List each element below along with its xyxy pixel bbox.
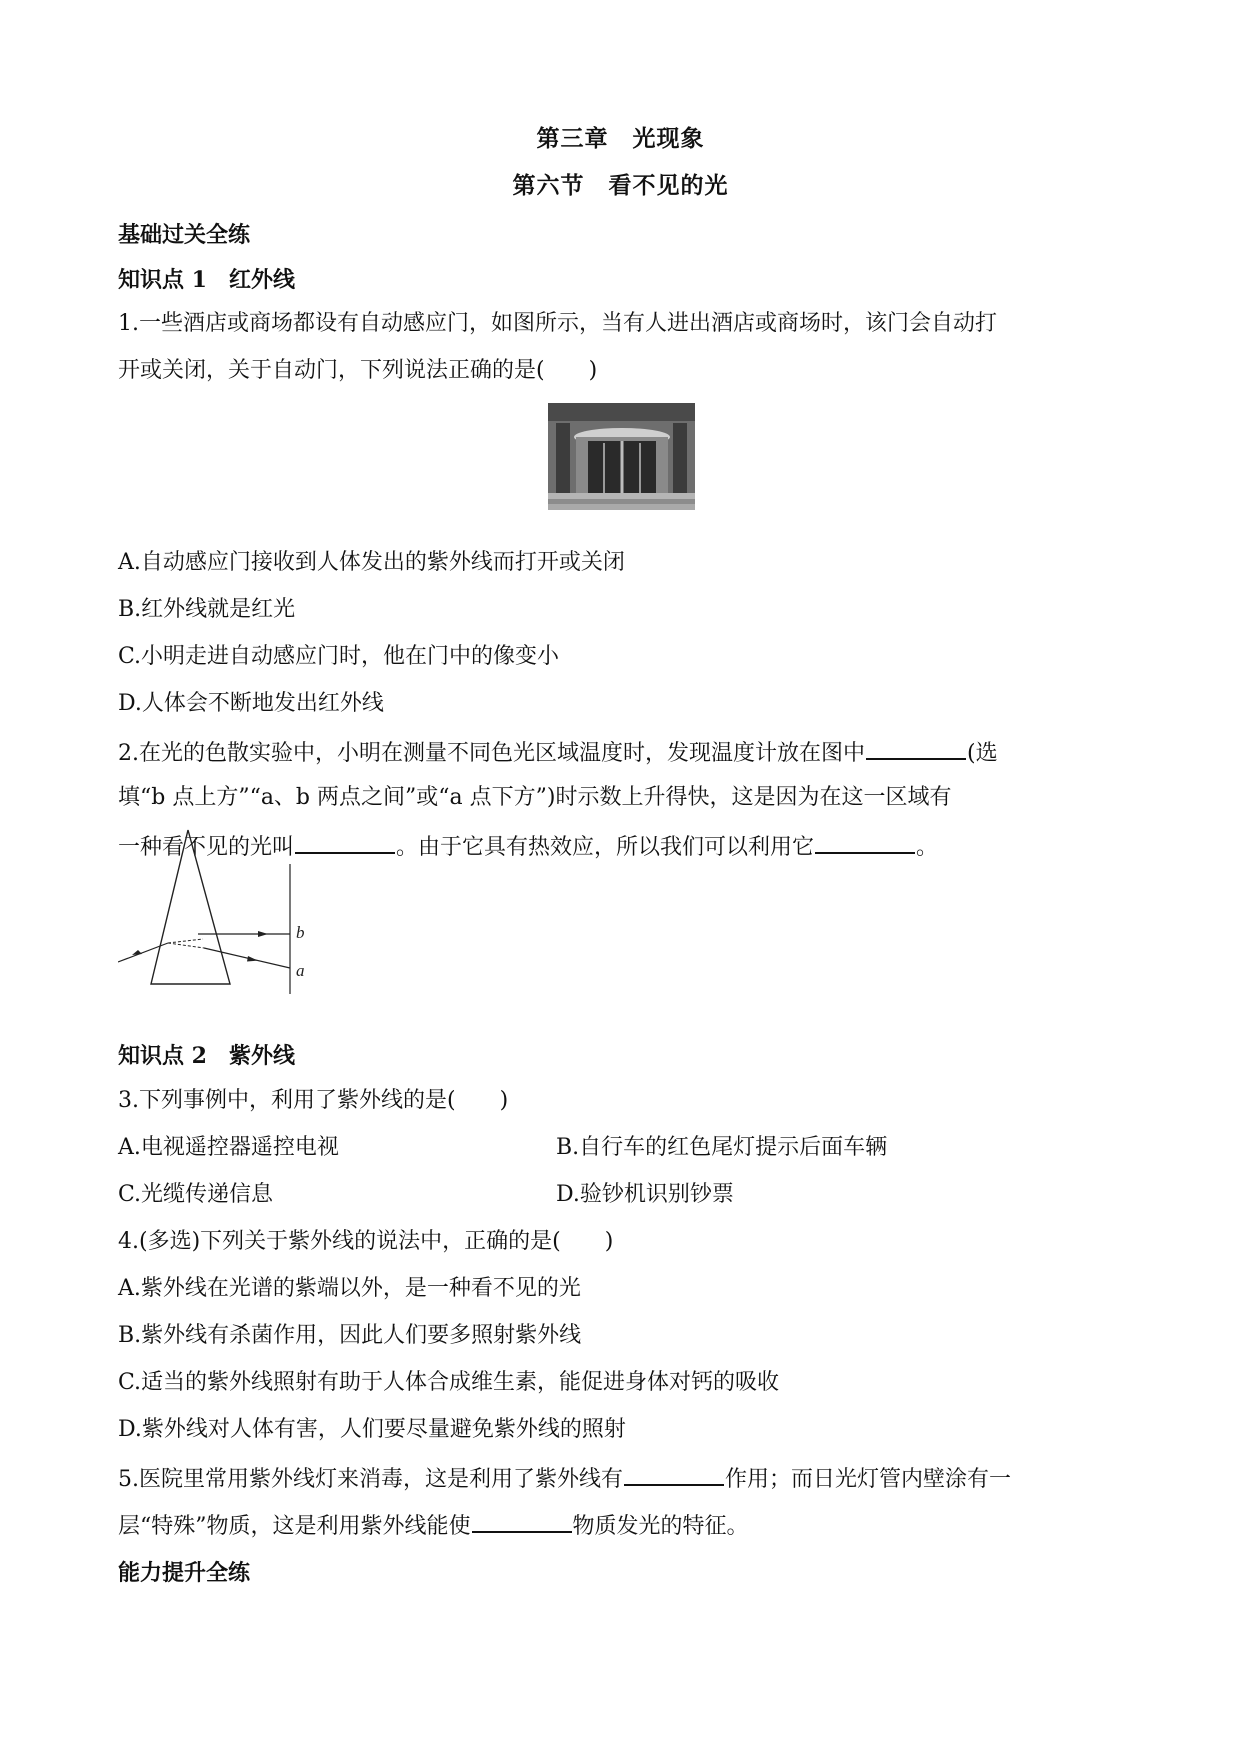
q2-line3-text: 一种看不见的光叫 (118, 835, 295, 860)
q5-line2-tail: 物质发光的特征。 (572, 1514, 749, 1539)
q4-option-a: A.紫外线在光谱的紫端以外，是一种看不见的光 (118, 1276, 581, 1301)
q1-option-d: D.人体会不断地发出红外线 (118, 691, 384, 716)
q2-stem-line2: 填“b 点上方”“a、b 两点之间”或“a 点下方”)时示数上升得快，这是因为在这一区域有 (118, 785, 952, 810)
q4-option-c: C.适当的紫外线照射有助于人体合成维生素，能促进身体对钙的吸收 (118, 1370, 780, 1395)
q2-line3-mid: 。由于它具有热效应，所以我们可以利用它 (396, 835, 815, 860)
q1-option-c: C.小明走进自动感应门时，他在门中的像变小 (118, 644, 560, 669)
advanced-practice-heading: 能力提升全练 (118, 1560, 251, 1586)
chapter-title: 第三章 光现象 (536, 125, 705, 152)
q2-blank-position[interactable] (866, 736, 966, 760)
q5-line1-tail: 作用；而日光灯管内壁涂有一 (725, 1467, 1012, 1492)
q1-option-a: A.自动感应门接收到人体发出的紫外线而打开或关闭 (118, 550, 625, 575)
revolving-door-photo (548, 403, 695, 510)
q5-stem-line1 (118, 1462, 1011, 1495)
q3-option-c: C.光缆传递信息 (118, 1182, 274, 1207)
q2-line1-text: 2.在光的色散实验中，小明在测量不同色光区域温度时，发现温度计放在图中 (118, 741, 865, 766)
q2-stem-line1 (118, 736, 998, 769)
q5-blank-substance[interactable] (472, 1509, 572, 1533)
q3-stem: 3.下列事例中，利用了紫外线的是( ) (118, 1088, 509, 1113)
point-a-label: a (296, 961, 305, 980)
q1-stem-line2: 开或关闭，关于自动门，下列说法正确的是( ) (118, 358, 598, 383)
basic-practice-heading: 基础过关全练 (118, 222, 251, 248)
q5-stem-line2 (118, 1509, 749, 1542)
q2-blank-usage[interactable] (815, 830, 915, 854)
q3-option-a: A.电视遥控器遥控电视 (118, 1135, 339, 1160)
q4-option-d: D.紫外线对人体有害，人们要尽量避免紫外线的照射 (118, 1417, 626, 1442)
prism-dispersion-diagram (118, 822, 318, 997)
q3-option-b: B.自行车的红色尾灯提示后面车辆 (556, 1135, 888, 1160)
q5-line1-text: 5.医院里常用紫外线灯来消毒，这是利用了紫外线有 (118, 1467, 623, 1492)
q4-option-b: B.紫外线有杀菌作用，因此人们要多照射紫外线 (118, 1323, 582, 1348)
point-b-label: b (296, 923, 305, 942)
q4-stem: 4.(多选)下列关于紫外线的说法中，正确的是( ) (118, 1229, 614, 1254)
knowledge-point-2-heading: 知识点 2 紫外线 (118, 1043, 295, 1069)
q3-option-d: D.验钞机识别钞票 (556, 1182, 734, 1207)
q2-line3-end: 。 (916, 835, 939, 860)
section-title: 第六节 看不见的光 (512, 172, 729, 199)
knowledge-point-1-heading: 知识点 1 红外线 (118, 267, 295, 293)
q1-option-b: B.红外线就是红光 (118, 597, 296, 622)
q1-stem-line1: 1.一些酒店或商场都设有自动感应门，如图所示，当有人进出酒店或商场时，该门会自动打 (118, 311, 997, 336)
q2-line1-tail: (选 (967, 741, 998, 766)
q5-blank-effect[interactable] (624, 1462, 724, 1486)
q5-line2-text: 层“特殊”物质，这是利用紫外线能使 (118, 1514, 471, 1539)
